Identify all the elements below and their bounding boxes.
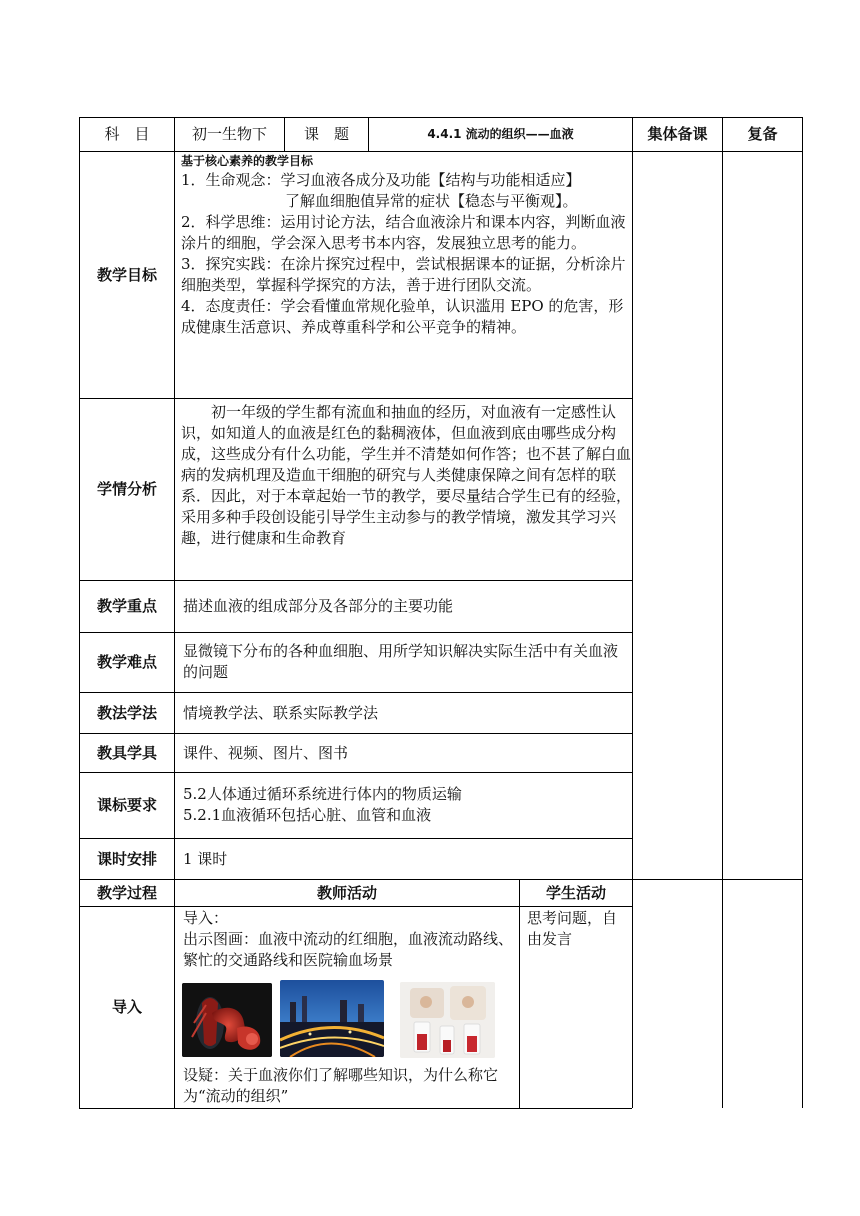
standard-line: 5.2人体通过循环系统进行体内的物质运输 [183,785,462,803]
objectives-label: 教学目标 [96,265,157,284]
subject-label: 科 目 [104,125,150,143]
teacher-line: 出示图画：血液中流动的红细胞，血液流动路线、繁忙的交通路线和医院输血场景 [183,930,514,969]
standards-label: 课标要求 [96,796,157,814]
objective-item: 3．探究实践：在涂片探究过程中，尝试根据课本的证据，分析涂片细胞类型，掌握科学探究的方法，善于进行团队交流。 [181,255,626,294]
subject-value: 初一生物下 [191,125,267,143]
tools-label: 教具学具 [96,743,157,762]
topic-label: 课 题 [303,125,349,143]
schedule-text: 1 课时 [183,849,228,868]
city-traffic-night-photo [280,980,384,1057]
process-column-header: 教学过程 [96,883,157,902]
topic-value: 4.4.1 流动的组织——血液 [427,127,574,141]
teacher-line: 设疑：关于血液你们了解哪些知识，为什么称它为“流动的组织” [183,1066,499,1105]
objective-item: 4．态度责任：学会看懂血常规化验单，认识滥用 EPO 的危害，形成健康生活意识、养成尊重科学和公平竞争的精神。 [181,297,624,336]
objectives-content [181,153,631,397]
schedule-label: 课时安排 [96,849,157,868]
standard-line: 5.2.1血液循环包括心脏、血管和血液 [183,806,432,824]
analysis-label: 学情分析 [96,480,157,498]
objective-item: 1．生命观念：学习血液各成分及功能【结构与功能相适应】 [181,171,581,189]
teacher-question [183,1065,515,1107]
teacher-column-header: 教师活动 [316,883,377,902]
objectives-title: 基于核心素养的教学目标 [181,154,314,168]
standards-content [183,784,629,830]
teacher-line: 导入： [183,909,229,927]
stage-label: 导入 [111,998,142,1016]
student-column-header: 学生活动 [545,883,606,902]
collective-prep-header: 集体备课 [647,125,708,143]
student-activity: 思考问题，自由发言 [527,909,618,948]
difficulties-label: 教学难点 [96,653,157,671]
hospital-blood-transfusion-photo [400,982,495,1058]
analysis-content [181,402,631,578]
circulatory-system-illustration [182,983,272,1057]
difficulties-text: 显微镜下分布的各种血细胞、用所学知识解决实际生活中有关血液的问题 [183,642,619,681]
methods-text: 情境教学法、联系实际教学法 [183,703,379,722]
objective-item: 2．科学思维：运用讨论方法，结合血液涂片和课本内容，判断血液涂片的细胞，学会深入思考书本内容，发展独立思考的能力。 [181,213,626,252]
key-points-label: 教学重点 [96,597,157,615]
objective-item: 了解血细胞值异常的症状【稳态与平衡观】。 [285,192,578,210]
analysis-text: 初一年级的学生都有流血和抽血的经历，对血液有一定感性认识，如知道人的血液是红色的黏稠液体，但血液到底由哪些成分构成，这些成分有什么功能，学生并不清楚如何作答；也不甚了解白血病的发病机理及造血干细胞的研究与人类健康保障之间有怎样的联系．因此，对于本章起始一节的教学，要尽量结合学生已有的经验，采用多种手段创设能引导学生主动参与的教学情境，激发其学习兴趣，进行健康和生命教育 [181,403,632,547]
tools-text: 课件、视频、图片、图书 [183,743,349,762]
methods-label: 教法学法 [96,703,157,722]
key-points-text: 描述血液的组成部分及各部分的主要功能 [183,597,454,615]
re-prep-header: 复备 [747,125,778,143]
